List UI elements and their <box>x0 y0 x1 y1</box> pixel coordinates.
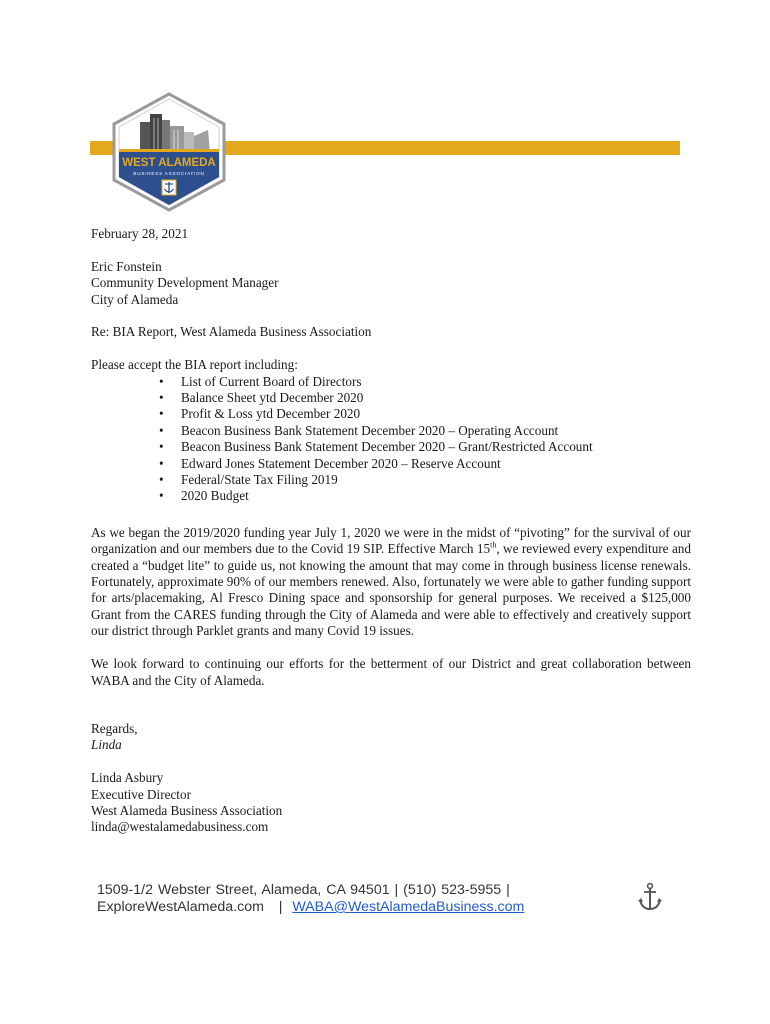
logo-subtitle: BUSINESS ASSOCIATION <box>133 171 205 176</box>
list-item-text: Balance Sheet ytd December 2020 <box>181 390 364 406</box>
bullet-icon: • <box>159 390 164 406</box>
logo-anchor-icon <box>162 180 176 195</box>
list-item-text: Edward Jones Statement December 2020 – Reserve Account <box>181 455 501 471</box>
body-paragraph-2: We look forward to continuing our efforts for the betterment of our District and great collaboration between WABA and the City of Alameda. <box>91 656 691 688</box>
list-item <box>91 374 691 390</box>
sender-email: linda@westalamedabusiness.com <box>91 819 269 835</box>
letter-date: February 28, 2021 <box>91 226 189 241</box>
report-items-list <box>91 374 691 505</box>
sender-org: West Alameda Business Association <box>91 802 283 818</box>
list-item-text: List of Current Board of Directors <box>181 373 362 389</box>
footer-email-link[interactable]: WABA@WestAlamedaBusiness.com <box>292 899 525 915</box>
recipient-name: Eric Fonstein <box>91 258 162 274</box>
closing: Regards, <box>91 720 138 736</box>
anchor-icon <box>636 882 664 912</box>
intro-line: Please accept the BIA report including: <box>91 357 298 373</box>
list-item <box>91 472 691 488</box>
sender-title: Executive Director <box>91 786 191 802</box>
list-item <box>91 439 691 455</box>
letter-body <box>91 226 691 836</box>
bullet-icon: • <box>159 455 164 471</box>
bullet-icon: • <box>159 373 164 389</box>
list-item <box>91 423 691 439</box>
bullet-icon: • <box>159 406 164 422</box>
recipient-org: City of Alameda <box>91 291 179 307</box>
signature: Linda <box>91 737 122 753</box>
list-item-text: Profit & Loss ytd December 2020 <box>181 406 361 422</box>
footer-address-line: 1509-1/2 Webster Street, Alameda, CA 94501 | (510) 523-5955 | <box>97 882 510 898</box>
list-item <box>91 390 691 406</box>
subject-line: Re: BIA Report, West Alameda Business Association <box>91 324 372 340</box>
list-item-text: 2020 Budget <box>181 488 249 504</box>
bullet-icon: • <box>159 422 164 438</box>
wab-logo <box>110 92 228 212</box>
list-item-text: Beacon Business Bank Statement December 2020 – Operating Account <box>181 422 559 438</box>
bullet-icon: • <box>159 488 164 504</box>
list-item <box>91 406 691 422</box>
footer-website: ExploreWestAlameda.com | <box>97 899 293 915</box>
list-item <box>91 488 691 504</box>
recipient-title: Community Development Manager <box>91 275 279 291</box>
footer-web-line <box>97 899 577 916</box>
bullet-icon: • <box>159 439 164 455</box>
list-item <box>91 456 691 472</box>
sender-name: Linda Asbury <box>91 770 164 786</box>
body-paragraph-1: As we began the 2019/2020 funding year July 1, 2020 we were in the midst of “pivoting” for the survival of our organization and our members due to the Covid 19 SIP. Effective March 15th, we reviewed every expenditure and created a “budget lite” to guide us, not knowing the amount that may come in through business license renewals. Fortunately, approximate 90% of our members renewed. Also, fortunately we were able to gather funding support for arts/placemaking, Al Fresco Dining space and sponsorship for general purposes. We received a $125,000 Grant from the CARES funding through the City of Alameda and were able to effectively and creatively support our district through Parklet grants and many Covid 19 issues. <box>91 524 691 639</box>
list-item-text: Beacon Business Bank Statement December 2020 – Grant/Restricted Account <box>181 439 593 455</box>
bullet-icon: • <box>159 472 164 488</box>
footer-contact <box>97 882 577 916</box>
logo-title: WEST ALAMEDA <box>122 157 216 169</box>
list-item-text: Federal/State Tax Filing 2019 <box>181 472 338 488</box>
